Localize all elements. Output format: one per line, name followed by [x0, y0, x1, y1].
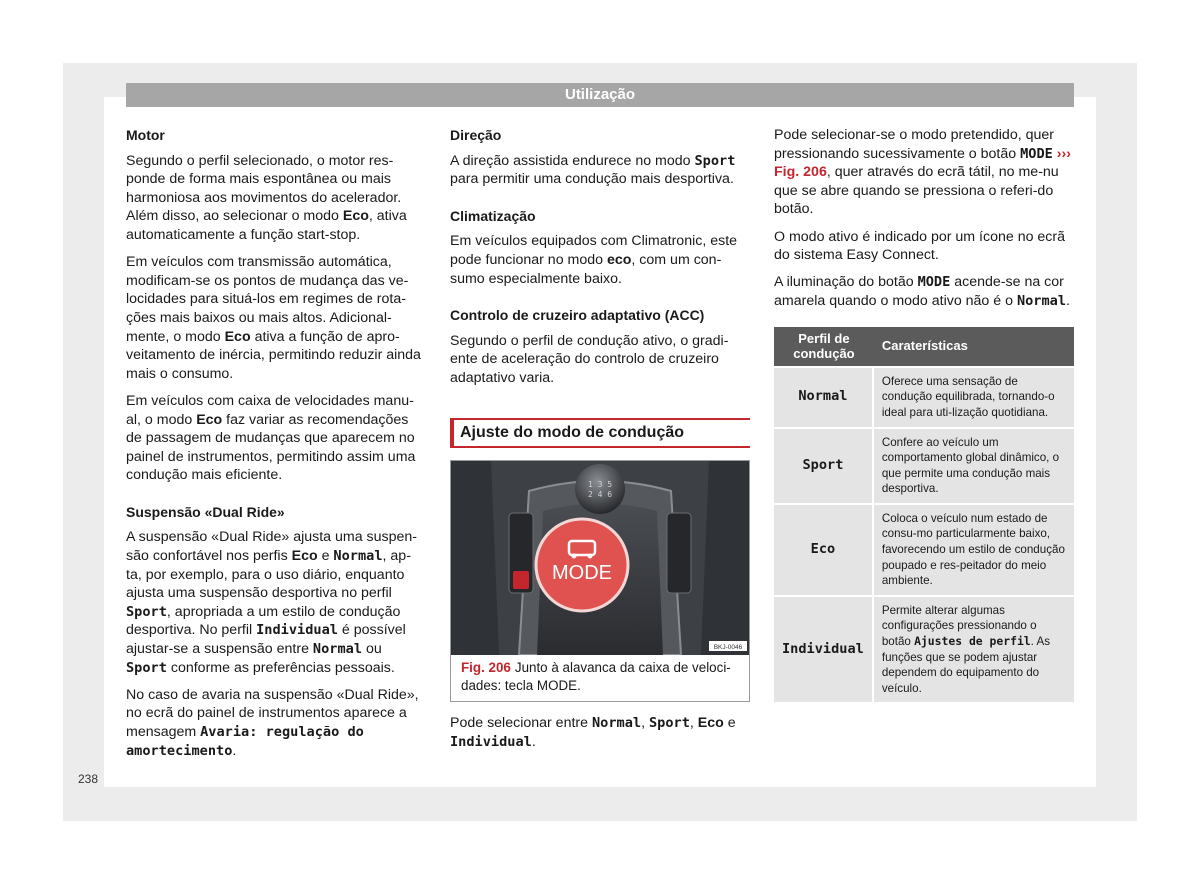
figure-206: [450, 460, 750, 702]
climate-heading: Climatização: [450, 207, 536, 224]
page-header-title: Utilização: [126, 83, 1074, 107]
column-middle: [450, 126, 750, 760]
table-cell-profile: Eco: [774, 505, 874, 595]
gear-lever-illustration: [451, 461, 749, 655]
driving-profile-table: [774, 325, 1074, 705]
table-row: [774, 429, 1074, 503]
table-row: [774, 597, 1074, 703]
svg-text:2 4 6: 2 4 6: [587, 490, 613, 500]
climate-paragraph: Em veículos equipados com Climatronic, este pode funcionar no modo eco, com um con-sumo especialmente baixo.: [450, 233, 738, 287]
table-cell-description: Permite alterar algumas configurações pressionando o botão Ajustes de perfil. As funções que se podem ajustar dependem do equipamento do veículo.: [874, 597, 1074, 703]
direction-heading: Direção: [450, 127, 502, 143]
column-left: [126, 126, 426, 769]
figure-number: Fig. 206: [461, 660, 511, 676]
select-paragraph: Pode selecionar entre Normal, Sport, Eco e Individual.: [450, 715, 736, 750]
table-cell-profile: Normal: [774, 368, 874, 427]
figure-caption-text: Junto à alavanca da caixa de veloci-dades: tecla MODE.: [461, 660, 731, 694]
table-header-profile: Perfil de condução: [774, 327, 874, 366]
mode-callout-label: MODE: [552, 562, 612, 585]
figure-code: BKJ-0046: [713, 644, 743, 652]
table-row: [774, 368, 1074, 427]
mode-select-paragraph: Pode selecionar-se o modo pretendido, quer pressionando sucessivamente o botão MODE ››› Fig. 206, quer através do ecrã tátil, no me-nu que se abre quando se pressiona o referi-do botão.: [774, 127, 1071, 218]
table-header-features: Caraterísticas: [874, 327, 1074, 366]
table-row: [774, 505, 1074, 595]
acc-paragraph: Segundo o perfil de condução ativo, o gradi-ente de aceleração do controlo de cruzeiro adaptativo varia.: [450, 332, 729, 386]
table-cell-profile: Individual: [774, 597, 874, 703]
motor-paragraph-1: Segundo o perfil selecionado, o motor res-ponde de forma mais espontânea ou mais harmoniosa aos movimentos do acelerador. Além disso, ao selecionar o modo Eco, ativa automaticamente a função start-stop.: [126, 152, 407, 243]
suspension-paragraph-2: No caso de avaria na suspensão «Dual Ride», no ecrã do painel de instrumentos aparece a mensagem Avaria: regulação do amortecimento.: [126, 686, 419, 759]
direction-paragraph: A direção assistida endurece no modo Sport para permitir uma condução mais desportiva.: [450, 152, 736, 188]
section-title: Ajuste do modo de condução: [450, 418, 750, 449]
table-cell-profile: Sport: [774, 429, 874, 503]
gear-lever-image: [451, 461, 749, 655]
motor-paragraph-2: Em veículos com transmissão automática, modificam-se os pontos de mudança das ve-locidades para situá-los em regimes de rota-ções mais baixos ou mais altos. Adicional-mente, o modo Eco ativa a função de apro-veitamento de inércia, permitindo reduzir ainda mais o consumo.: [126, 254, 421, 382]
active-mode-paragraph: O modo ativo é indicado por um ícone no ecrã do sistema Easy Connect.: [774, 228, 1066, 264]
suspension-heading: Suspensão «Dual Ride»: [126, 503, 285, 520]
table-header-row: [774, 327, 1074, 366]
suspension-paragraph-1: A suspensão «Dual Ride» ajusta uma suspen-são confortável nos perfis Eco e Normal, ap-ta, por exemplo, para o uso diário, enquanto ajusta uma suspensão desportiva no perfil Sport, apropriada a um estilo de condução desportiva. No perfil Individual é possível ajustar-se a suspensão entre Normal ou Sport conforme as preferências pessoais.: [126, 529, 418, 676]
figure-reference-link[interactable]: ››› Fig. 206: [774, 145, 1071, 181]
svg-text:1 3 5: 1 3 5: [587, 480, 613, 490]
figure-caption: [451, 655, 749, 701]
table-cell-description: Oferece uma sensação de condução equilibrada, tornando-o ideal para uti-lização quotidiana.: [874, 368, 1074, 427]
mode-light-paragraph: A iluminação do botão MODE acende-se na cor amarela quando o modo ativo não é o Normal.: [774, 274, 1070, 309]
column-right: [774, 126, 1074, 704]
motor-heading: Motor: [126, 127, 165, 143]
table-cell-description: Confere ao veículo um comportamento global dinâmico, o que permite uma condução mais desportiva.: [874, 429, 1074, 503]
page-number: 238: [78, 772, 99, 786]
acc-heading: Controlo de cruzeiro adaptativo (ACC): [450, 307, 705, 324]
table-cell-description: Coloca o veículo num estado de consu-mo particularmente baixo, favorecendo um estilo de condução poupado e res-peitador do meio ambiente.: [874, 505, 1074, 595]
motor-paragraph-3: Em veículos com caixa de velocidades manu-al, o modo Eco faz variar as recomendações de passagem de mudanças que aparecem no painel de instrumentos, permitindo assim uma condução mais eficiente.: [126, 392, 416, 484]
